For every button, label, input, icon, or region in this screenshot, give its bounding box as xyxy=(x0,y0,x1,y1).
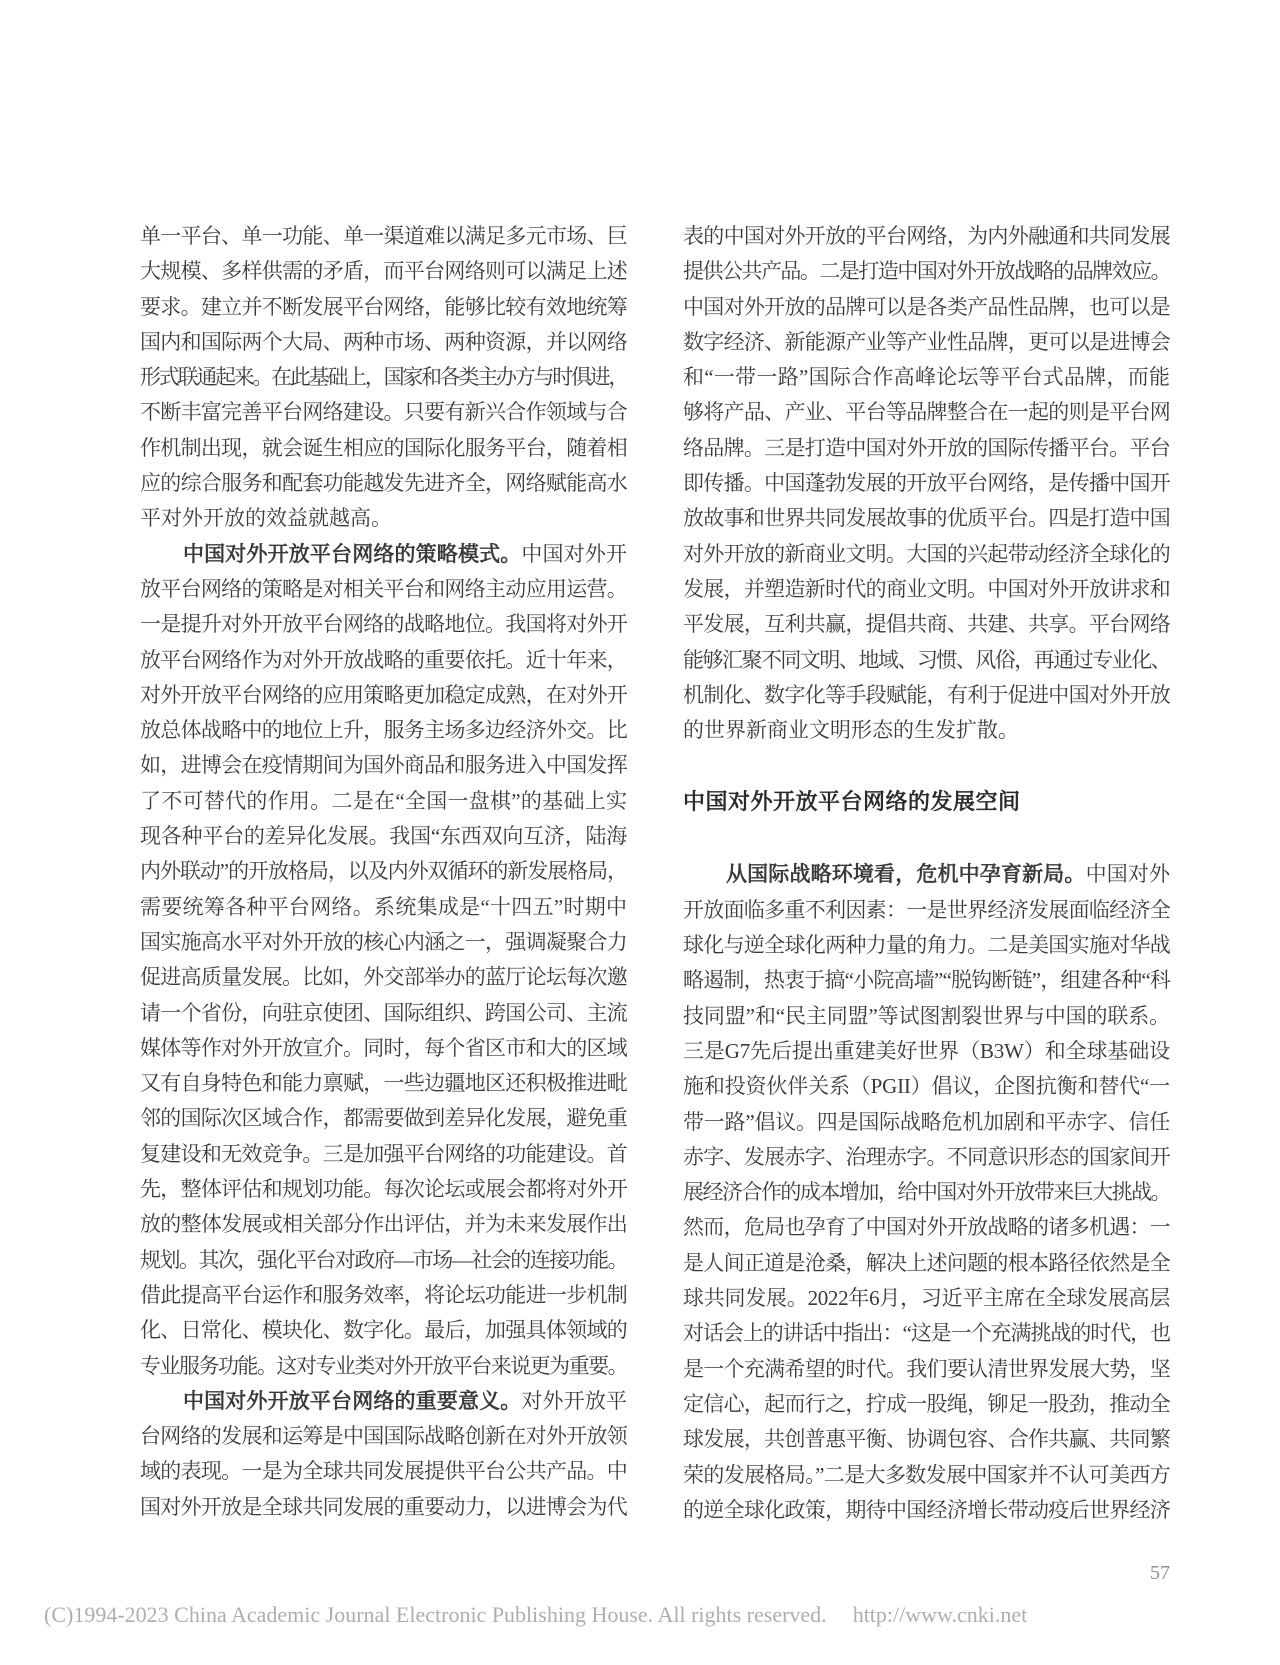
text-line: 球化与逆全球化两种力量的角力。二是美国实施对华战 xyxy=(683,933,1170,958)
text-line: 需要统筹各种平台网络。系统集成是“十四五”时期中 xyxy=(140,894,627,919)
text-line: 赤字、发展赤字、治理赤字。不同意识形态的国家间开 xyxy=(683,1144,1170,1169)
text-line: 复建设和无效竞争。三是加强平台网络的功能建设。首 xyxy=(140,1141,627,1166)
text-line: 平发展，互利共赢，提倡共商、共建、共享。平台网络 xyxy=(683,612,1170,637)
text-line: 作机制出现，就会诞生相应的国际化服务平台，随着相 xyxy=(140,435,627,460)
text-line: 要求。建立并不断发展平台网络，能够比较有效地统筹 xyxy=(140,294,627,319)
text-line: 了不可替代的作用。二是在“全国一盘棋”的基础上实 xyxy=(140,788,627,813)
text-line: 球共同发展。2022年6月，习近平主席在全球发展高层 xyxy=(683,1286,1170,1311)
right-column xyxy=(683,219,1170,1528)
text-line: 机制化、数字化等手段赋能，有利于促进中国对外开放 xyxy=(683,682,1170,707)
text-line: 表的中国对外开放的平台网络，为内外融通和共同发展 xyxy=(683,224,1170,248)
text-line: 对话会上的讲话中指出：“这是一个充满挑战的时代，也 xyxy=(683,1321,1170,1346)
text-line: 平对外开放的效益就越高。 xyxy=(140,506,392,531)
copyright-footer xyxy=(44,1602,1027,1628)
text-line: 放平台网络作为对外开放战略的重要依托。近十年来， xyxy=(140,647,627,672)
text-line: 的世界新商业文明形态的生发扩散。 xyxy=(683,718,1019,743)
text-line: 够将产品、产业、平台等品牌整合在一起的则是平台网 xyxy=(683,400,1170,425)
text-line: 三是G7先后提出重建美好世界（B3W）和全球基础设 xyxy=(683,1038,1170,1063)
text-line: 中国对外开放的品牌可以是各类产品性品牌，也可以是 xyxy=(683,294,1170,319)
text-line: 开放面临多重不利因素：一是世界经济发展面临经济全 xyxy=(683,897,1170,922)
text-line: 单一平台、单一功能、单一渠道难以满足多元市场、巨 xyxy=(140,224,627,248)
text-line: 展经济合作的成本增加，给中国对外开放带来巨大挑战。 xyxy=(683,1180,1170,1205)
text-line: 中国对外开放平台网络的重要意义。对外开放平 xyxy=(183,1388,628,1413)
text-line: 提供公共产品。二是打造中国对外开放战略的品牌效应。 xyxy=(683,259,1170,284)
text-line: 形式联通起来。在此基础上，国家和各类主办方与时俱进， xyxy=(140,365,627,390)
text-line: 略遏制，热衷于搞“小院高墙”“脱钩断链”，组建各种“科 xyxy=(683,968,1170,993)
text-line: 放总体战略中的地位上升，服务主场多边经济外交。比 xyxy=(140,718,627,743)
text-line: 球发展，共创普惠平衡、协调包容、合作共赢、共同繁 xyxy=(683,1427,1170,1452)
text-line: 放的整体发展或相关部分作出评估，并为未来发展作出 xyxy=(140,1212,627,1237)
text-line: 专业服务功能。这对专业类对外开放平台来说更为重要。 xyxy=(140,1353,627,1378)
text-line: 现各种平台的差异化发展。我国“东西双向互济，陆海 xyxy=(140,824,627,849)
text-line: 请一个省份，向驻京使团、国际组织、跨国公司、主流 xyxy=(140,1000,627,1025)
text-line: 中国对外开放平台网络的策略模式。中国对外开 xyxy=(183,541,628,566)
text-line: 借此提高平台运作和服务效率，将论坛功能进一步机制 xyxy=(140,1282,627,1307)
text-line: 对外开放的新商业文明。大国的兴起带动经济全球化的 xyxy=(683,541,1170,566)
text-line: 发展，并塑造新时代的商业文明。中国对外开放讲求和 xyxy=(683,576,1170,601)
text-line: 国对外开放是全球共同发展的重要动力，以进博会为代 xyxy=(140,1494,627,1519)
text-line: 如，进博会在疫情期间为国外商品和服务进入中国发挥 xyxy=(140,753,627,778)
text-line: 放故事和世界共同发展故事的优质平台。四是打造中国 xyxy=(683,506,1170,531)
text-line: 规划。其次，强化平台对政府—市场—社会的连接功能。 xyxy=(140,1247,627,1272)
left-column xyxy=(140,219,627,1525)
text-line: 是一个充满希望的时代。我们要认清世界发展大势，坚 xyxy=(683,1356,1170,1381)
text-line: 和“一带一路”国际合作高峰论坛等平台式品牌，而能 xyxy=(683,365,1170,390)
text-line: 大规模、多样供需的矛盾，而平台网络则可以满足上述 xyxy=(140,259,627,284)
copyright-text: (C)1994-2023 China Academic Journal Electronic Publishing House. All rights reserved. xyxy=(44,1602,827,1627)
text-line: 先，整体评估和规划功能。每次论坛或展会都将对外开 xyxy=(140,1177,627,1202)
text-line: 国实施高水平对外开放的核心内涵之一，强调凝聚合力 xyxy=(140,929,627,954)
text-line: 的逆全球化政策，期待中国经济增长带动疫后世界经济 xyxy=(683,1497,1170,1522)
text-line: 数字经济、新能源产业等产业性品牌，更可以是进博会 xyxy=(683,329,1170,354)
text-line: 即传播。中国蓬勃发展的开放平台网络，是传播中国开 xyxy=(683,471,1170,496)
text-line: 又有自身特色和能力禀赋，一些边疆地区还积极推进毗 xyxy=(140,1071,627,1096)
text-line: 应的综合服务和配套功能越发先进齐全，网络赋能高水 xyxy=(140,471,627,496)
text-line: 内外联动”的开放格局，以及内外双循环的新发展格局， xyxy=(140,859,627,884)
text-line: 然而，危局也孕育了中国对外开放战略的诸多机遇：一 xyxy=(683,1215,1170,1240)
text-line: 域的表现。一是为全球共同发展提供平台公共产品。中 xyxy=(140,1459,627,1484)
text-line: 不断丰富完善平台网络建设。只要有新兴合作领域与合 xyxy=(140,400,627,425)
text-line: 邻的国际次区域合作，都需要做到差异化发展，避免重 xyxy=(140,1106,627,1131)
text-line: 一是提升对外开放平台网络的战略地位。我国将对外开 xyxy=(140,612,627,637)
text-line: 国内和国际两个大局、两种市场、两种资源，并以网络 xyxy=(140,329,627,354)
text-line: 放平台网络的策略是对相关平台和网络主动应用运营。 xyxy=(140,576,627,601)
page-number: 57 xyxy=(1150,1562,1170,1584)
text-line: 是人间正道是沧桑，解决上述问题的根本路径依然是全 xyxy=(683,1250,1170,1275)
text-line: 能够汇聚不同文明、地域、习惯、风俗，再通过专业化、 xyxy=(683,647,1170,672)
text-line: 带一路”倡议。四是国际战略危机加剧和平赤字、信任 xyxy=(683,1109,1170,1134)
text-line: 定信心，起而行之，拧成一股绳，铆足一股劲，推动全 xyxy=(683,1391,1170,1416)
text-line: 从国际战略环境看，危机中孕育新局。中国对外 xyxy=(726,862,1171,887)
text-line: 对外开放平台网络的应用策略更加稳定成熟，在对外开 xyxy=(140,682,627,707)
text-line: 施和投资伙伴关系（PGII）倡议，企图抗衡和替代“一 xyxy=(683,1074,1170,1099)
footer-url: http://www.cnki.net xyxy=(852,1602,1028,1627)
text-line: 台网络的发展和运筹是中国国际战略创新在对外开放领 xyxy=(140,1424,627,1449)
text-line: 荣的发展格局。”二是大多数发展中国家并不认可美西方 xyxy=(683,1462,1170,1487)
text-line: 促进高质量发展。比如，外交部举办的蓝厅论坛每次邀 xyxy=(140,965,627,990)
text-line: 媒体等作对外开放宣介。同时，每个省区市和大的区域 xyxy=(140,1035,627,1060)
text-line: 技同盟”和“民主同盟”等试图割裂世界与中国的联系。 xyxy=(683,1003,1170,1028)
text-line: 化、日常化、模块化、数字化。最后，加强具体领域的 xyxy=(140,1318,627,1343)
text-line: 络品牌。三是打造中国对外开放的国际传播平台。平台 xyxy=(683,435,1170,460)
section-heading: 中国对外开放平台网络的发展空间 xyxy=(683,789,1021,815)
